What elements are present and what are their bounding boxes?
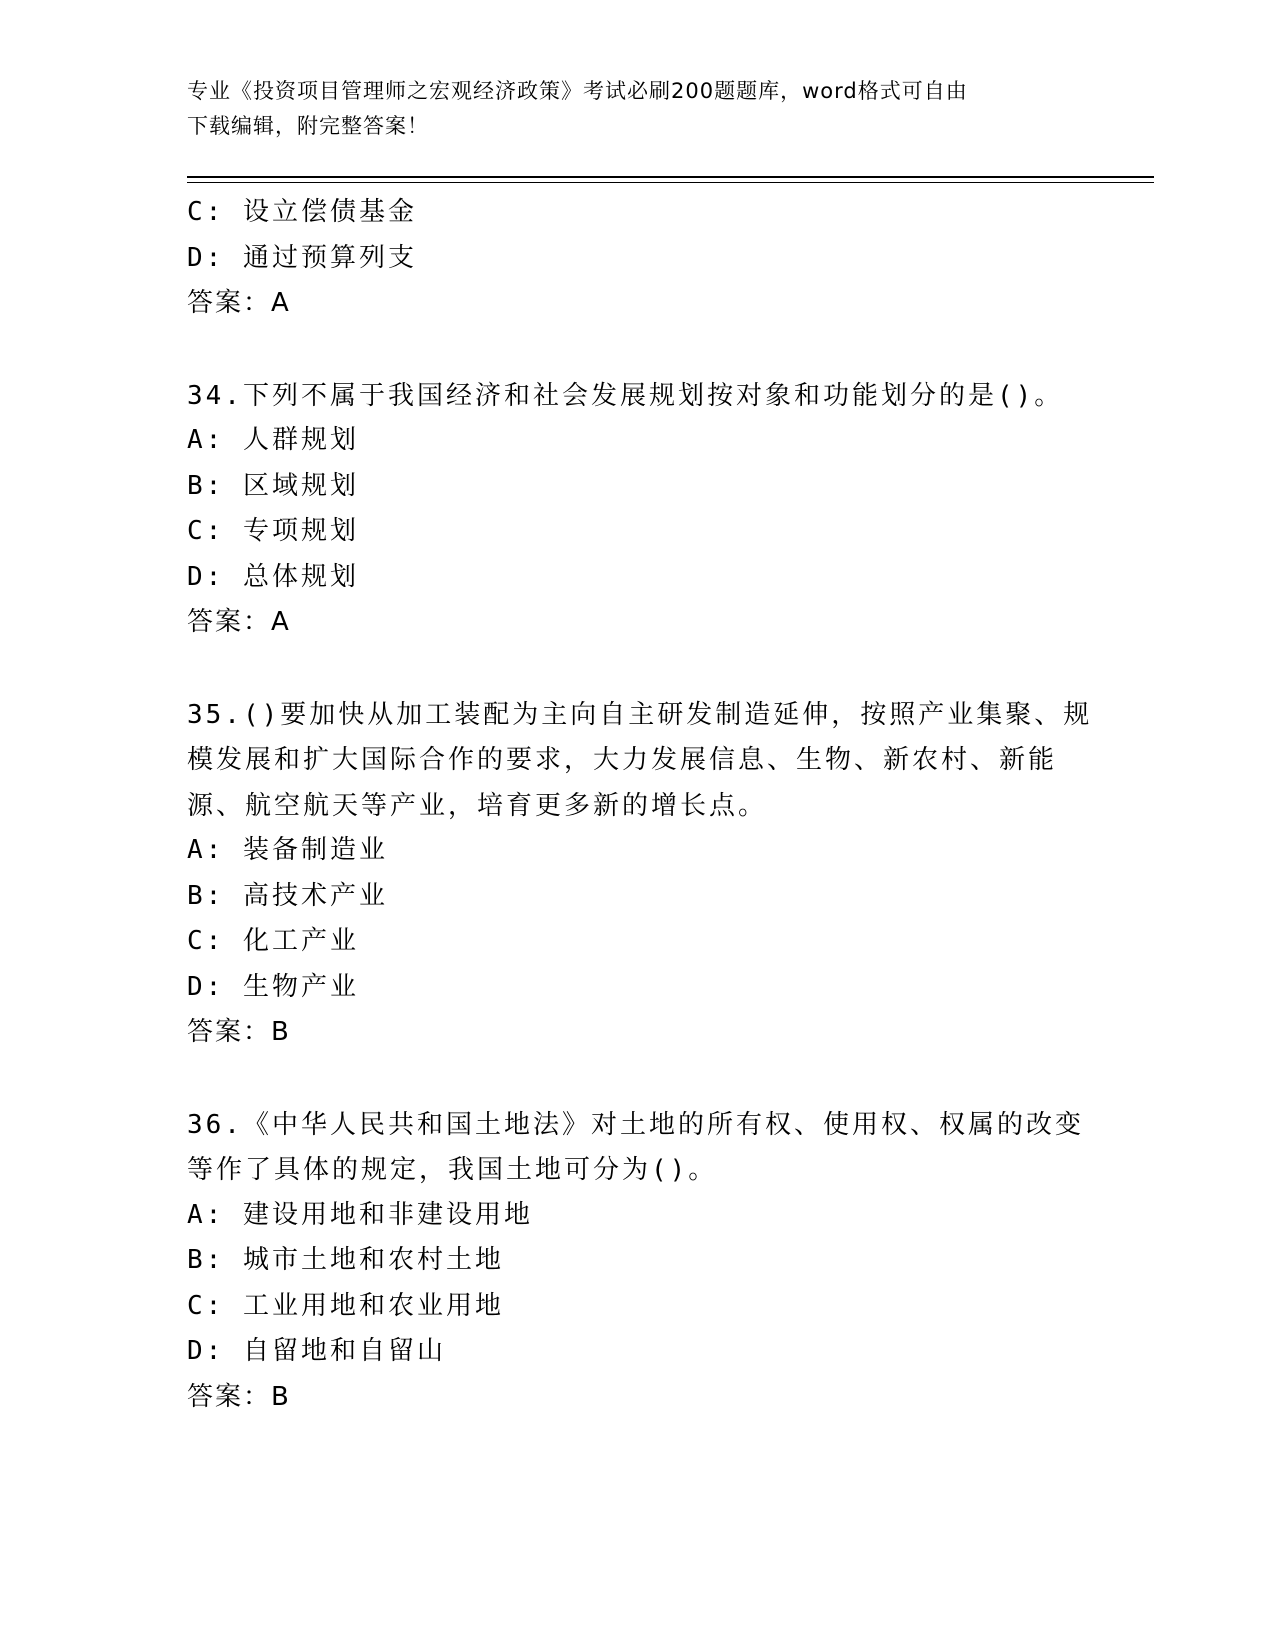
question-stem: 36.《中华人民共和国土地法》对土地的所有权、使用权、权属的改变: [187, 1109, 1084, 1140]
option-d: D: 自留地和自留山: [187, 1336, 446, 1366]
answer-line: 答案：B: [187, 1017, 291, 1047]
option-a: A: 人群规划: [187, 425, 359, 455]
question-stem: 35.()要加快从加工装配为主向自主研发制造延伸，按照产业集聚、规: [187, 699, 1093, 730]
option-c: C: 设立偿债基金: [187, 197, 417, 227]
document-header: [187, 74, 1067, 144]
question-stem: 源、航空航天等产业，培育更多新的增长点。: [187, 790, 768, 821]
question-stem: 等作了具体的规定，我国土地可分为()。: [187, 1155, 718, 1185]
question-stem: 34.下列不属于我国经济和社会发展规划按对象和功能划分的是()。: [187, 380, 1064, 411]
option-d: D: 生物产业: [187, 971, 359, 1002]
question-stem: 模发展和扩大国际合作的要求，大力发展信息、生物、新农村、新能: [187, 745, 1058, 775]
option-c: C: 化工产业: [187, 926, 359, 956]
option-a: A: 装备制造业: [187, 835, 388, 865]
option-b: B: 区域规划: [187, 470, 359, 501]
question-list: [187, 190, 1093, 1420]
option-d: D: 总体规划: [187, 561, 359, 592]
question-34: [187, 373, 1087, 646]
header-line-2: 下载编辑，附完整答案！: [187, 114, 429, 138]
answer-line: 答案：A: [187, 288, 291, 318]
option-d: D: 通过预算列支: [187, 242, 417, 273]
header-line-1: 专业《投资项目管理师之宏观经济政策》考试必刷200题题库，word格式可自由: [187, 79, 968, 103]
option-c: C: 工业用地和农业用地: [187, 1290, 504, 1321]
question-36: [187, 1102, 1087, 1421]
answer-line: 答案：B: [187, 1381, 291, 1412]
header-divider-thin: [187, 182, 1154, 183]
header-divider-thick: [187, 176, 1154, 178]
option-b: B: 高技术产业: [187, 880, 388, 911]
option-b: B: 城市土地和农村土地: [187, 1245, 504, 1275]
option-c: C: 专项规划: [187, 516, 359, 546]
option-a: A: 建设用地和非建设用地: [187, 1199, 533, 1230]
question-35: [187, 692, 1093, 1056]
answer-line: 答案：A: [187, 607, 291, 637]
